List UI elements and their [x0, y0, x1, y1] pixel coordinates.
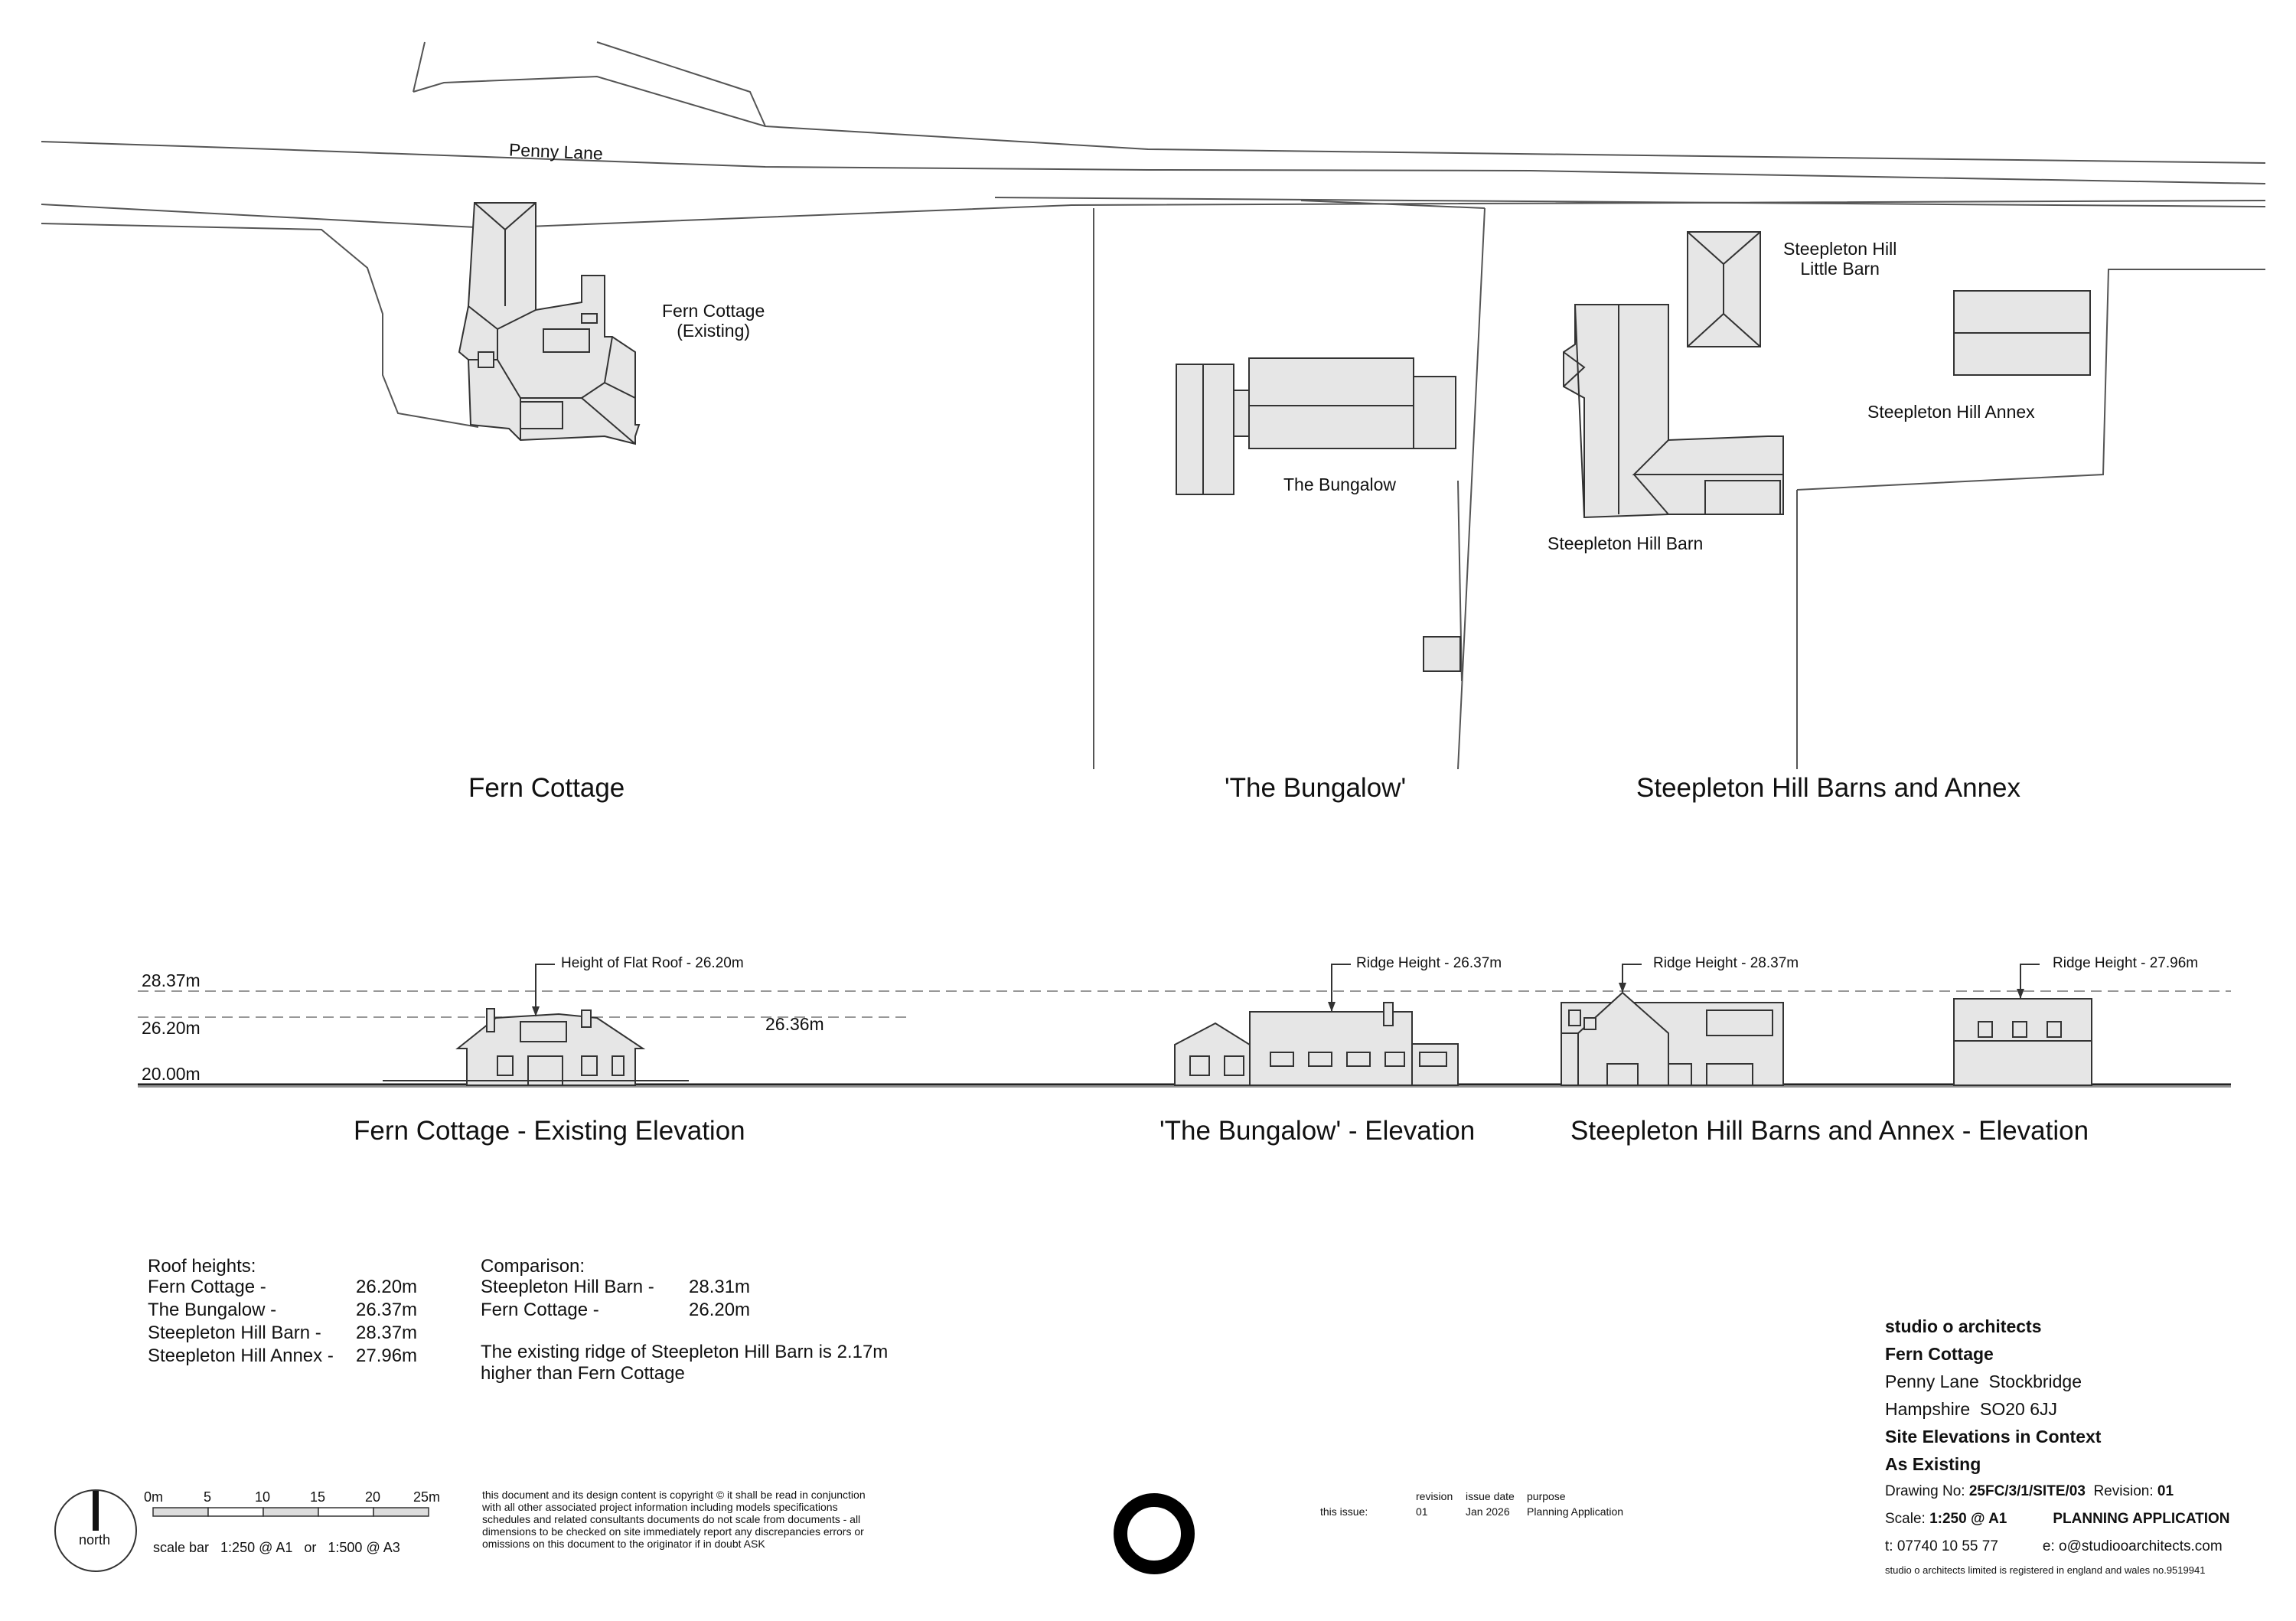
- little-barn-label: [1783, 239, 1896, 279]
- revision-header-purpose: purpose: [1527, 1490, 1566, 1502]
- telephone: t: 07740 10 55 77: [1885, 1538, 1998, 1554]
- annotation-bungalow: Ridge Height - 26.37m: [1356, 955, 1502, 971]
- plan-title-fern: Fern Cottage: [468, 773, 625, 803]
- row-value: 27.96m: [356, 1345, 418, 1366]
- fern-cottage-elevation: [383, 1009, 689, 1085]
- status: PLANNING APPLICATION: [2053, 1511, 2230, 1527]
- annotation-fern: Height of Flat Roof - 26.20m: [561, 955, 744, 971]
- address-line-2: Hampshire SO20 6JJ: [1885, 1399, 2057, 1419]
- roof-heights-table: [148, 1277, 417, 1368]
- table-row: [481, 1277, 750, 1300]
- little-barn-label-line2: Little Barn: [1800, 259, 1880, 279]
- revision-header-revision: revision: [1416, 1490, 1453, 1502]
- disclaimer-line: this document and its design content is copyright © it shall be read in conjunction: [482, 1489, 866, 1501]
- email: e: o@studiooarchitects.com: [2042, 1538, 2223, 1554]
- elev-title-bungalow: 'The Bungalow' - Elevation: [1159, 1116, 1476, 1146]
- row-label: Steepleton Hill Barn -: [148, 1323, 321, 1343]
- plan-title-barns: Steepleton Hill Barns and Annex: [1636, 773, 2020, 803]
- level-20-00: 20.00m: [142, 1064, 201, 1084]
- fern-cottage-label-line2: (Existing): [677, 321, 751, 341]
- scale-tick-5: 5: [204, 1489, 212, 1505]
- bungalow-label: The Bungalow: [1283, 475, 1397, 494]
- row-value: 28.37m: [356, 1323, 418, 1343]
- fern-cottage-plan: [459, 203, 639, 444]
- disclaimer-line: dimensions to be checked on site immediately report any discrepancies errors or: [482, 1525, 864, 1538]
- disclaimer: [482, 1489, 866, 1550]
- row-value: 28.31m: [689, 1277, 751, 1297]
- annex-elevation: [1954, 999, 2092, 1085]
- revision-value-date: Jan 2026: [1466, 1505, 1510, 1518]
- little-barn-label-line1: Steepleton Hill: [1783, 239, 1897, 259]
- level-26-36: 26.36m: [765, 1014, 824, 1034]
- revision-header-date: issue date: [1466, 1490, 1515, 1502]
- comparison-note-1: The existing ridge of Steepleton Hill Barn is 2.17m: [481, 1342, 889, 1362]
- scale-bar: [153, 1508, 429, 1516]
- annotation-annex: Ridge Height - 27.96m: [2053, 955, 2199, 971]
- scale-caption: scale bar 1:250 @ A1 or 1:500 @ A3: [153, 1540, 400, 1555]
- bungalow-plan: [1176, 358, 1460, 671]
- elev-title-barns: Steepleton Hill Barns and Annex - Elevation: [1570, 1116, 2089, 1146]
- level-28-37: 28.37m: [142, 970, 201, 990]
- scale-tick-25: 25m: [413, 1489, 441, 1505]
- row-label: Fern Cottage -: [481, 1300, 599, 1320]
- driveway: [41, 223, 478, 427]
- elev-title-fern: Fern Cottage - Existing Elevation: [354, 1116, 745, 1146]
- row-label: Steepleton Hill Barn -: [481, 1277, 654, 1297]
- roof-heights-title: Roof heights:: [148, 1256, 256, 1277]
- logo-icon: [1120, 1500, 1188, 1567]
- table-row: [481, 1300, 750, 1323]
- drawing-number-line: [1885, 1478, 2230, 1505]
- registration-note: studio o architects limited is registered in england and wales no.9519941: [1885, 1564, 2206, 1576]
- table-row: [148, 1277, 417, 1300]
- scale-tick-20: 20: [365, 1489, 381, 1505]
- fern-cottage-label-line1: Fern Cottage: [662, 301, 765, 321]
- north-arrow-icon: [55, 1490, 136, 1571]
- scale-tick-15: 15: [310, 1489, 326, 1505]
- drawing-title-2: As Existing: [1885, 1454, 1981, 1474]
- bungalow-elevation: [1175, 1003, 1458, 1085]
- barn-elevation: [1561, 993, 1783, 1085]
- row-value: 26.20m: [689, 1300, 751, 1320]
- disclaimer-line: schedules and related consultants documents do not scale from documents - all: [482, 1513, 861, 1525]
- revision-this-issue: this issue:: [1320, 1505, 1368, 1518]
- north-label: north: [79, 1532, 111, 1548]
- table-row: [148, 1300, 417, 1323]
- table-row: [148, 1323, 417, 1345]
- row-label: Steepleton Hill Annex -: [148, 1345, 334, 1366]
- scale-tick-10: 10: [255, 1489, 271, 1505]
- row-value: 26.20m: [356, 1277, 418, 1297]
- title-block: [1885, 1313, 2230, 1561]
- revision-value-purpose: Planning Application: [1527, 1505, 1624, 1518]
- disclaimer-line: omissions on this document to the originator if in doubt ASK: [482, 1538, 765, 1550]
- scale-value: 1:250 @ A1: [1929, 1511, 2007, 1527]
- scale-label: Scale:: [1885, 1511, 1930, 1527]
- road-edge-south: [41, 142, 2265, 184]
- project-name: Fern Cottage: [1885, 1344, 1994, 1364]
- plan-title-bungalow: 'The Bungalow': [1225, 773, 1407, 803]
- scale-line: [1885, 1505, 2230, 1533]
- boundary: [1458, 208, 1485, 769]
- row-label: Fern Cottage -: [148, 1277, 266, 1297]
- annex-label: Steepleton Hill Annex: [1867, 402, 2035, 422]
- table-row: [148, 1345, 417, 1368]
- firm-name: studio o architects: [1885, 1316, 2042, 1336]
- annotation-barn: Ridge Height - 28.37m: [1653, 955, 1799, 971]
- road-edge-north: [413, 77, 2265, 163]
- scale-tick-0: 0m: [144, 1489, 164, 1505]
- comparison-title: Comparison:: [481, 1256, 585, 1277]
- row-label: The Bungalow -: [148, 1300, 277, 1320]
- drawing-no-label: Drawing No:: [1885, 1483, 1969, 1499]
- level-26-20: 26.20m: [142, 1018, 201, 1038]
- contact-line: [1885, 1533, 2230, 1561]
- row-value: 26.37m: [356, 1300, 418, 1320]
- comparison-table: [481, 1277, 750, 1323]
- fern-cottage-label: [662, 301, 765, 341]
- drawing-title-1: Site Elevations in Context: [1885, 1427, 2102, 1447]
- disclaimer-line: with all other associated project information including models specifications: [482, 1501, 838, 1513]
- comparison-note-2: higher than Fern Cottage: [481, 1363, 685, 1384]
- address-line-1: Penny Lane Stockbridge: [1885, 1371, 2082, 1391]
- barn-label: Steepleton Hill Barn: [1548, 533, 1704, 553]
- revision-number: 01: [2157, 1483, 2174, 1499]
- revision-label: Revision:: [2085, 1483, 2157, 1499]
- revision-value-revision: 01: [1416, 1505, 1428, 1518]
- drawing-no: 25FC/3/1/SITE/03: [1968, 1483, 2086, 1499]
- road-label: Penny Lane: [508, 139, 604, 164]
